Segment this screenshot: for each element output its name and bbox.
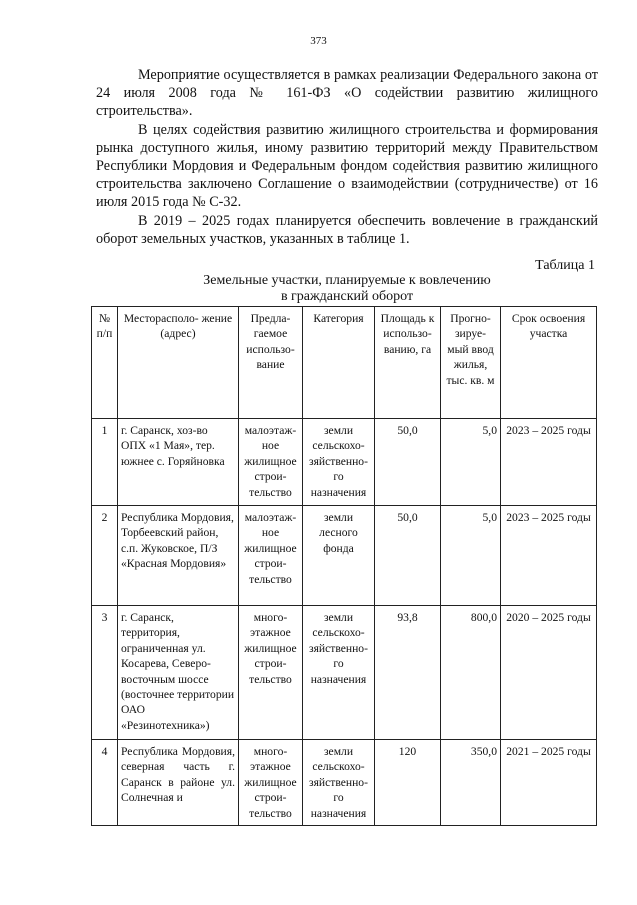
- cell-usage: много- этажное жилищное строи- тельство: [239, 740, 303, 826]
- header-usage: Предла- гаемое использо- вание: [239, 307, 303, 419]
- table-title: [96, 273, 598, 305]
- land-plots-table: [91, 306, 597, 826]
- header-category: Категория: [303, 307, 375, 419]
- header-number: № п/п: [92, 307, 118, 419]
- cell-number: 1: [92, 419, 118, 506]
- paragraph-1: Мероприятие осуществляется в рамках реализации Федерального закона от 24 июля 2008 года № 161-ФЗ «О содействии развитию жилищного строительства».: [96, 67, 598, 120]
- cell-number: 2: [92, 506, 118, 606]
- table-title-line-2: в гражданский оборот: [280, 289, 414, 304]
- body-text: [96, 66, 598, 248]
- cell-housing: 5,0: [441, 419, 501, 506]
- cell-area: 50,0: [375, 506, 441, 606]
- table-header-row: [92, 307, 597, 419]
- cell-housing: 5,0: [441, 506, 501, 606]
- cell-housing: 350,0: [441, 740, 501, 826]
- header-area: Площадь к использо- ванию, га: [375, 307, 441, 419]
- cell-category: земли сельскохо- зяйственно- го назначения: [303, 419, 375, 506]
- cell-term: 2023 – 2025 годы: [501, 506, 597, 606]
- cell-area: 120: [375, 740, 441, 826]
- cell-area: 93,8: [375, 606, 441, 740]
- cell-area: 50,0: [375, 419, 441, 506]
- table-row: [92, 419, 597, 506]
- cell-category: земли сельскохо- зяйственно- го назначения: [303, 740, 375, 826]
- header-housing: Прогно- зируе- мый ввод жилья, тыс. кв. м: [441, 307, 501, 419]
- cell-term: 2020 – 2025 годы: [501, 606, 597, 740]
- page-number: 373: [310, 35, 327, 47]
- header-address: Месторасполо- жение (адрес): [118, 307, 239, 419]
- paragraph-2: В целях содействия развитию жилищного строительства и формирования рынка доступного жилья, иному развитию территорий между Правительством Республики Мордовия и Федеральным фондом содействия развитию жилищного строительства заключено Соглашение о взаимодействии (сотрудничестве) от 16 июля 2015 года № С-32.: [96, 121, 598, 211]
- cell-address: Республика Мордовия, северная часть г. Саранск в районе ул. Солнечная и: [118, 740, 239, 826]
- table-title-line-1: Земельные участки, планируемые к вовлечению: [203, 273, 491, 288]
- cell-housing: 800,0: [441, 606, 501, 740]
- cell-number: 4: [92, 740, 118, 826]
- cell-term: 2021 – 2025 годы: [501, 740, 597, 826]
- cell-category: земли сельскохо- зяйственно- го назначения: [303, 606, 375, 740]
- cell-category: земли лесного фонда: [303, 506, 375, 606]
- table-row: [92, 606, 597, 740]
- cell-usage: много- этажное жилищное строи- тельство: [239, 606, 303, 740]
- paragraph-3: В 2019 – 2025 годах планируется обеспечить вовлечение в гражданский оборот земельных участков, указанных в таблице 1.: [96, 212, 598, 247]
- table-row: [92, 506, 597, 606]
- cell-address: г. Саранск, хоз-во ОПХ «1 Мая», тер. южнее с. Горяйновка: [118, 419, 239, 506]
- table-caption: Таблица 1: [535, 258, 595, 273]
- table-row: [92, 740, 597, 826]
- header-term: Срок освоения участка: [501, 307, 597, 419]
- cell-usage: малоэтаж- ное жилищное строи- тельство: [239, 506, 303, 606]
- cell-number: 3: [92, 606, 118, 740]
- cell-address: г. Саранск, территория, ограниченная ул. Косарева, Северо-восточным шоссе (восточнее территории ОАО «Резинотехника»): [118, 606, 239, 740]
- cell-address: Республика Мордовия, Торбеевский район, с.п. Жуковское, П/З «Красная Мордовия»: [118, 506, 239, 606]
- cell-term: 2023 – 2025 годы: [501, 419, 597, 506]
- cell-usage: малоэтаж- ное жилищное строи- тельство: [239, 419, 303, 506]
